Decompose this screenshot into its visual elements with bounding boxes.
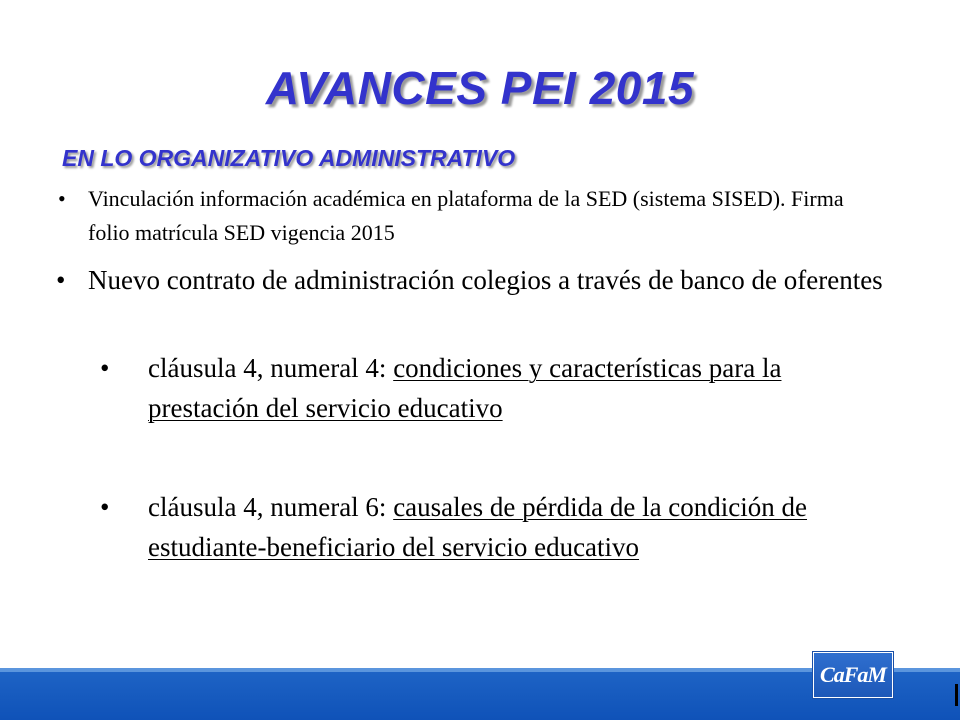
clause-prefix: cláusula 4, numeral 6: <box>148 492 394 522</box>
clause-underlined-text: condiciones y características para la prestación del servicio educativo <box>148 353 782 423</box>
sub-bullet-text <box>148 487 878 567</box>
bullet-marker: • <box>100 492 110 522</box>
bullet-text: Vinculación información académica en plataforma de la SED (sistema SISED). Firma folio matrícula SED vigencia 2015 <box>88 186 844 245</box>
slide-title: AVANCES PEI 2015 <box>265 62 695 114</box>
bullet-marker: • <box>100 353 110 383</box>
edge-mark <box>955 684 958 706</box>
clause-underlined-text: causales de pérdida de la condición de estudiante-beneficiario del servicio educativo <box>148 492 808 562</box>
cafam-logo: CaFaM <box>813 652 893 698</box>
clause-prefix: cláusula 4, numeral 4: <box>148 353 394 383</box>
bullet-marker: • <box>58 186 66 211</box>
section-subtitle: EN LO ORGANIZATIVO ADMINISTRATIVO <box>62 145 516 171</box>
bullet-text: Nuevo contrato de administración colegios a través de banco de oferentes <box>88 265 883 295</box>
sub-bullet-text <box>148 348 878 428</box>
bullet-marker: • <box>56 265 66 295</box>
